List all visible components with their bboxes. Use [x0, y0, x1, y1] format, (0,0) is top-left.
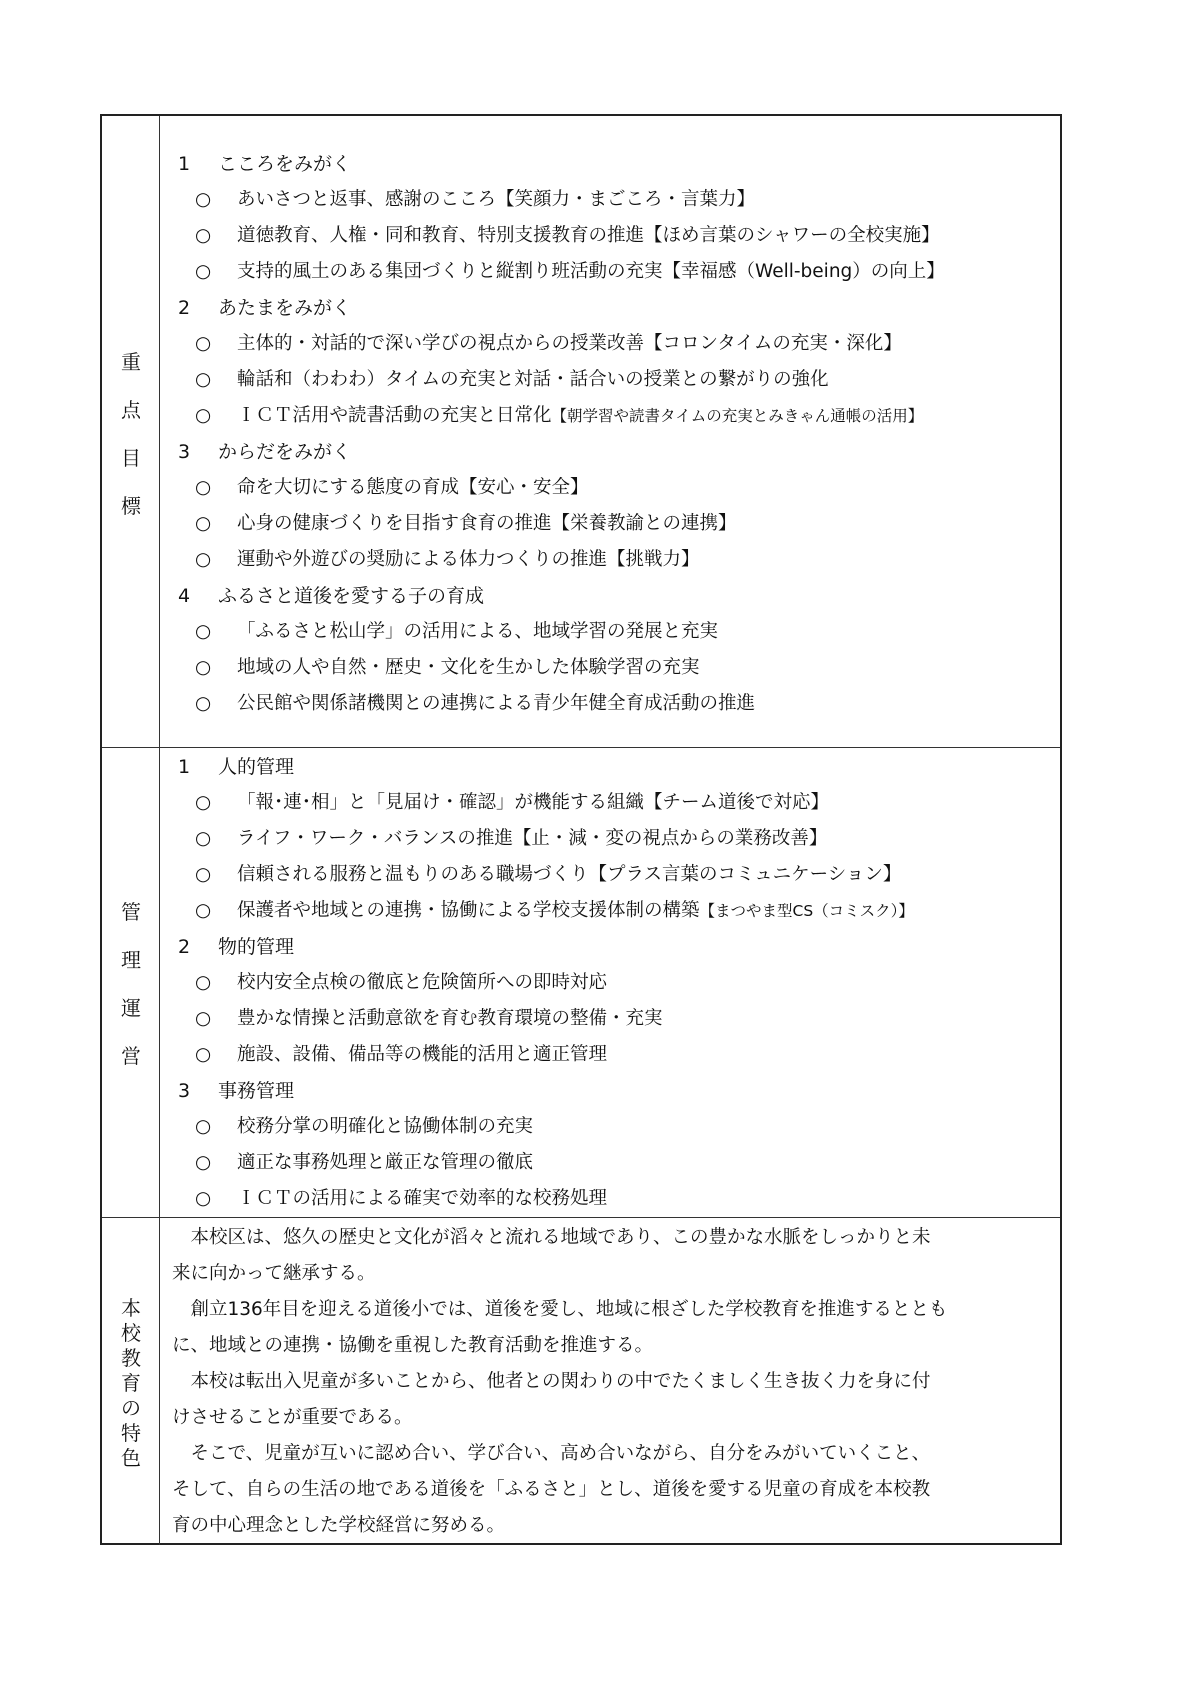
list-item: ○ 主体的・対話的で深い学びの視点からの授業改善【コロンタイムの充実・深化】	[195, 333, 902, 354]
label-char: 重	[121, 350, 141, 374]
paragraph-line: そして、自らの生活の地である道後を「ふるさと」とし、道後を愛する児童の育成を本校教	[172, 1479, 931, 1500]
list-item: ○ 保護者や地域との連携・協働による学校支援体制の構築【まつやま型CS（コミスク）】	[195, 900, 914, 921]
paragraph-line: 来に向かって継承する。	[172, 1263, 376, 1284]
list-item: ○ 命を大切にする態度の育成【安心・安全】	[195, 477, 589, 498]
list-item: ○ 「ふるさと松山学」の活用による、地域学習の発展と充実	[195, 621, 719, 642]
list-item: ○ 心身の健康づくりを目指す食育の推進【栄養教諭との連携】	[195, 513, 737, 534]
list-item: ○ 施設、設備、備品等の機能的活用と適正管理	[195, 1044, 608, 1065]
list-item: ○ ＩＣＴ活用や読書活動の充実と日常化【朝学習や読書タイムの充実とみきゃん通帳の活用】	[195, 405, 924, 426]
label-char: 管	[121, 900, 141, 924]
list-item: ○ 支持的風土のある集団づくりと縦割り班活動の充実【幸福感（Well-being）の向上】	[195, 261, 945, 282]
label-char: 特	[121, 1421, 141, 1445]
paragraph-line: 創立136年目を迎える道後小では、道後を愛し、地域に根ざした学校教育を推進するととも	[172, 1299, 948, 1320]
label-char: 理	[121, 948, 141, 972]
label-char: 目	[121, 446, 141, 470]
label-char: 標	[121, 494, 141, 518]
list-item: ○ 校務分掌の明確化と協働体制の充実	[195, 1116, 534, 1137]
label-char: 運	[121, 996, 141, 1020]
list-item: ○ 公民館や関係諸機関との連携による青少年健全育成活動の推進	[195, 693, 756, 714]
group-heading: 2 あたまをみがく	[178, 297, 352, 319]
group-heading: 1 人的管理	[178, 756, 295, 778]
label-char: 教	[121, 1346, 141, 1370]
list-item: ○ 信頼される服務と温もりのある職場づくり【プラス言葉のコミュニケーション】	[195, 864, 902, 885]
label-char: 営	[121, 1044, 141, 1068]
paragraph-line: 育の中心理念とした学校経営に努める。	[172, 1515, 506, 1536]
group-heading: 3 からだをみがく	[178, 441, 352, 463]
paragraph-line: そこで、児童が互いに認め合い、学び合い、高め合いながら、自分をみがいていくこと、	[172, 1443, 931, 1464]
list-item: ○ 運動や外遊びの奨励による体力つくりの推進【挑戦力】	[195, 549, 700, 570]
group-heading: 3 事務管理	[178, 1080, 295, 1102]
paragraph-line: に、地域との連携・協働を重視した教育活動を推進する。	[172, 1335, 654, 1356]
group-heading: 1 こころをみがく	[178, 153, 352, 175]
label-char: 色	[121, 1446, 141, 1470]
group-heading: 4 ふるさと道後を愛する子の育成	[178, 585, 485, 607]
label-char: 育	[121, 1371, 141, 1395]
paragraph-line: 本校は転出入児童が多いことから、他者との関わりの中でたくましく生き抜く力を身に付	[172, 1371, 931, 1392]
management-label	[102, 748, 160, 1217]
label-char: 点	[121, 398, 141, 422]
paragraph-line: 本校区は、悠久の歴史と文化が滔々と流れる地域であり、この豊かな水脈をしっかりと未	[172, 1227, 931, 1248]
group-heading: 2 物的管理	[178, 936, 295, 958]
list-item: ○ ライフ・ワーク・バランスの推進【止・減・変の視点からの業務改善】	[195, 828, 828, 849]
policy-table	[100, 114, 1062, 1545]
list-item: ○ 輪話和（わわわ）タイムの充実と対話・話合いの授業との繋がりの強化	[195, 369, 829, 390]
management-row	[102, 748, 1060, 1218]
label-char: の	[121, 1396, 141, 1420]
goals-content	[160, 116, 1060, 747]
list-item: ○ あいさつと返事、感謝のこころ【笑顔力・まごころ・言葉力】	[195, 189, 756, 210]
management-content	[160, 748, 1060, 1217]
list-item: ○ 適正な事務処理と厳正な管理の徹底	[195, 1152, 534, 1173]
features-label	[102, 1218, 160, 1545]
list-item: ○ 校内安全点検の徹底と危険箇所への即時対応	[195, 972, 608, 993]
goals-label	[102, 116, 160, 747]
features-row	[102, 1218, 1060, 1545]
list-item: ○ 地域の人や自然・歴史・文化を生かした体験学習の充実	[195, 657, 700, 678]
list-item: ○ ＩＣＴの活用による確実で効率的な校務処理	[195, 1188, 608, 1209]
label-char: 本	[121, 1296, 141, 1320]
list-item: ○ 「報･連･相」と「見届け・確認」が機能する組織【チーム道後で対応】	[195, 792, 830, 813]
paragraph-line: けさせることが重要である。	[172, 1407, 413, 1428]
label-char: 校	[121, 1321, 141, 1345]
list-item: ○ 道徳教育、人権・同和教育、特別支援教育の推進【ほめ言葉のシャワーの全校実施】	[195, 225, 940, 246]
list-item: ○ 豊かな情操と活動意欲を育む教育環境の整備・充実	[195, 1008, 663, 1029]
features-content	[160, 1218, 1060, 1545]
goals-row	[102, 116, 1060, 748]
